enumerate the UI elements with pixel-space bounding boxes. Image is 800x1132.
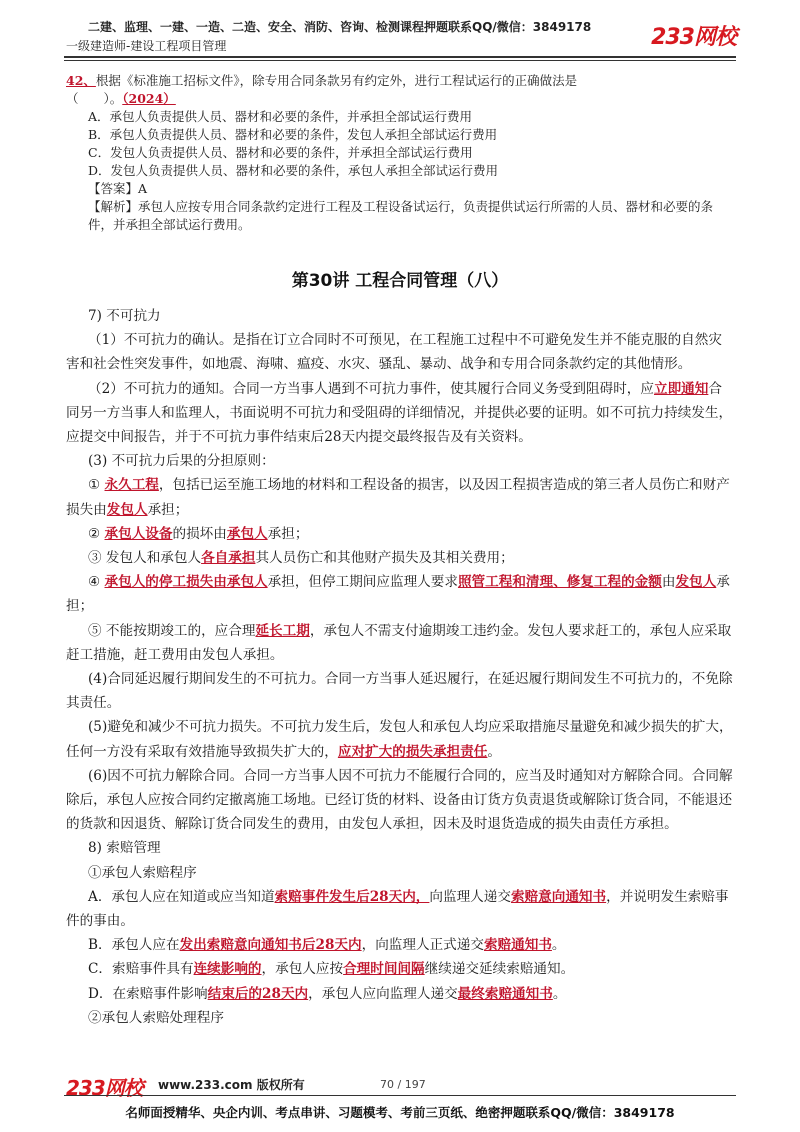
- question-year: （2024）: [122, 91, 176, 106]
- para-mitigation: (5)避免和减少不可抗力损失。不可抗力发生后，发包人和承包人均应采取措施尽量避免和减少损失的扩大，任何一方没有采取有效措施导致损失扩大的，应对扩大的损失承担责任。: [66, 719, 733, 760]
- footer-promo: 名师面授精华、央企内训、考点串讲、习题模考、考前三页纸、绝密押题联系QQ/微信：3849178: [125, 1105, 675, 1120]
- para-delay: (4)合同延迟履行期间发生的不可抗力。合同一方当事人延迟履行，在延迟履行期间发生不可抗力的，不免除其责任。: [66, 671, 733, 712]
- para-principles: (3) 不可抗力后果的分担原则：: [88, 453, 275, 470]
- para-confirmation: （1）不可抗力的确认。是指在订立合同时不可预见，在工程施工过程中不可避免发生并不能克服的自然灾害和社会性突发事件，如地震、海啸、瘟疫、水灾、骚乱、暴动、战争和专用合同条款约定的其他情形。: [66, 332, 722, 373]
- list-item: A．承包人应在知道或应当知道索赔事件发生后28天内，向监理人递交索赔意向通知书，并说明发生索赔事件的事由。: [66, 888, 729, 930]
- option-d: D．发包人负责提供人员、器材和必要的条件，承包人承担全部试运行费用: [88, 163, 499, 178]
- list-item: B．承包人应在发出索赔意向通知书后28天内，向监理人正式递交索赔通知书。: [88, 937, 566, 954]
- list-item: D．在索赔事件影响结束后的28天内，承包人应向监理人递交最终索赔通知书。: [88, 985, 567, 1002]
- list-item: ② 承包人设备的损坏由承包人承担；: [88, 525, 309, 542]
- footer-divider: [64, 1095, 736, 1096]
- question-stem: 42、根据《标准施工招标文件》，除专用合同条款另有约定外，进行工程试运行的正确做法是: [66, 73, 578, 88]
- para-termination: (6)因不可抗力解除合同。合同一方当事人因不可抗力不能履行合同的，应当及时通知对方解除合同。合同解除后，承包人应按合同约定撤离施工场地。已经订货的材料、设备由订货方负责退货或解除订货合同，不能退还的货款和因退货、解除订货合同发生的费用，由发包人承担，因未及时退货造成的损失由责任方承担。: [66, 767, 733, 833]
- question-block: [66, 72, 734, 234]
- option-a: A．承包人负责提供人员、器材和必要的条件，并承担全部试运行费用: [88, 109, 473, 124]
- footer-site: www.233.com 版权所有: [158, 1078, 305, 1092]
- para-notice: （2）不可抗力的通知。合同一方当事人遇到不可抗力事件，使其履行合同义务受到阻碍时，应立即通知合同另一方当事人和监理人，书面说明不可抗力和受阻碍的详细情况，并提供必要的证明。如不可抗力持续发生，应提交中间报告，并于不可抗力事件结束后28天内提交最终报告及有关资料。: [66, 380, 733, 446]
- header-subtitle: 一级建造师-建设工程项目管理: [66, 39, 227, 53]
- header-divider: [64, 56, 736, 58]
- subsection-claim-handling: ②承包人索赔处理程序: [88, 1009, 224, 1026]
- question-blank-line: （ ）。（2024）: [66, 91, 176, 106]
- brand-logo: 233网校: [651, 25, 736, 50]
- header-promo: 二建、监理、一建、一造、二造、安全、消防、咨询、检测课程押题联系QQ/微信：3849178: [88, 20, 592, 34]
- list-item: ④ 承包人的停工损失由承包人承担，但停工期间应监理人要求照管工程和清理、修复工程的金额由发包人承担；: [66, 574, 730, 615]
- subsection-claim-procedure: ①承包人索赔程序: [88, 864, 197, 881]
- option-b: B．承包人负责提供人员、器材和必要的条件，发包人承担全部试运行费用: [88, 127, 498, 142]
- header-divider-thin: [64, 60, 736, 61]
- section-force-majeure: 7) 不可抗力: [88, 308, 161, 324]
- footer-logo: 233网校: [66, 1076, 143, 1100]
- page-number: 70 / 197: [380, 1078, 426, 1091]
- lecture-title: 第30讲 工程合同管理（八）: [291, 271, 509, 291]
- section-claims: 8) 索赔管理: [88, 840, 161, 857]
- list-item: ③ 发包人和承包人各自承担其人员伤亡和其他财产损失及其相关费用；: [88, 550, 514, 567]
- analysis: 【解析】承包人应按专用合同条款约定进行工程及工程设备试运行，负责提供试运行所需的人员、器材和必要的条件，并承担全部试运行费用。: [88, 199, 714, 232]
- list-item: C．索赔事件具有连续影响的，承包人应按合理时间间隔继续递交延续索赔通知。: [88, 961, 575, 978]
- lecture-content: [66, 304, 734, 1030]
- list-item: ⑤ 不能按期竣工的，应合理延长工期，承包人不需支付逾期竣工违约金。发包人要求赶工的，承包人应采取赶工措施，赶工费用由发包人承担。: [66, 622, 732, 663]
- option-c: C．发包人负责提供人员、器材和必要的条件，并承担全部试运行费用: [88, 145, 473, 160]
- answer: 【答案】A: [88, 181, 148, 196]
- list-item: ① 永久工程，包括已运至施工场地的材料和工程设备的损害，以及因工程损害造成的第三者人员伤亡和财产损失由发包人承担；: [66, 477, 730, 518]
- question-number: 42、: [66, 73, 96, 88]
